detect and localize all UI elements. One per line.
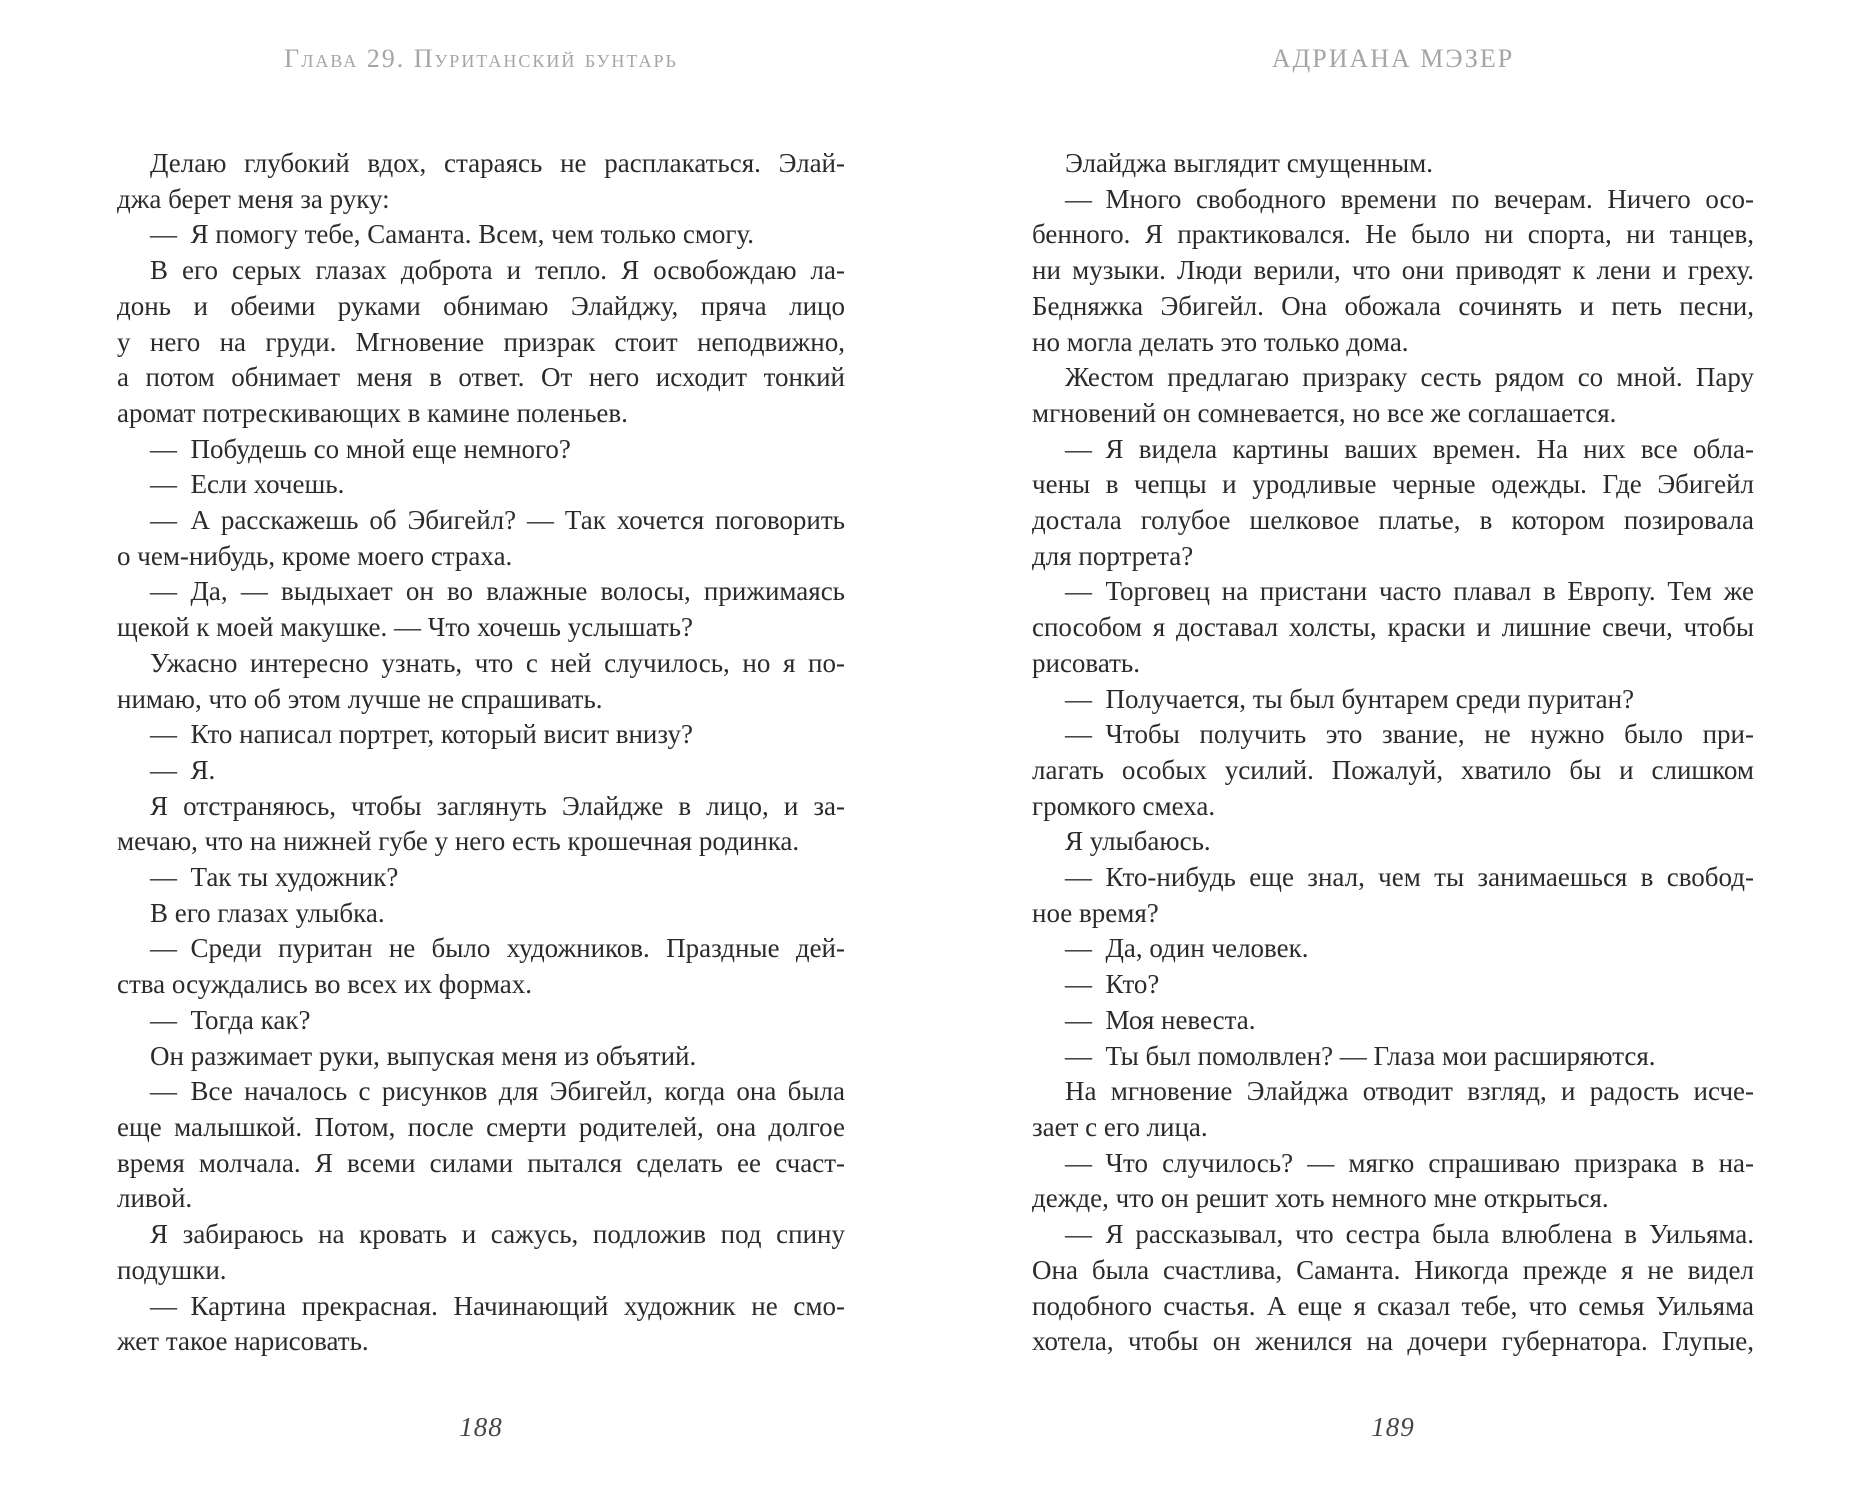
page-number-right: 189: [1371, 1412, 1415, 1442]
text-line: Он разжимает руки, выпуская меня из объятий.: [150, 1040, 697, 1071]
paragraph: [1032, 1003, 1754, 1039]
text-line: ства осуждались во всех их формах.: [117, 969, 532, 1000]
text-line: время молчала. Я всеми силами пытался сделать ее счаст-: [117, 1147, 845, 1178]
paragraph: [1032, 1039, 1754, 1075]
paragraph: [117, 717, 845, 753]
text-line: — Получается, ты был бунтарем среди пуритан?: [1065, 683, 1635, 714]
paragraph: [117, 1217, 845, 1288]
page-number-left: 188: [459, 1412, 503, 1442]
text-line: Делаю глубокий вдох, стараясь не расплакаться. Элай-: [150, 148, 845, 178]
text-line: жет такое нарисовать.: [117, 1326, 369, 1357]
text-line: Бедняжка Эбигейл. Она обожала сочинять и петь песни,: [1032, 290, 1754, 321]
text-block-left: [117, 146, 845, 1360]
paragraph: [117, 432, 845, 468]
text-line: Элайджа выглядит смущенным.: [1065, 148, 1433, 178]
paragraph: [117, 253, 845, 432]
text-line: — Моя невеста.: [1065, 1004, 1256, 1035]
paragraph: [1032, 432, 1754, 575]
text-line: — Я видела картины ваших времен. На них все обла-: [1065, 433, 1754, 464]
book-page-right: [1032, 0, 1754, 1500]
text-block-right: [1032, 146, 1754, 1360]
paragraph: [1032, 824, 1754, 860]
text-line: мгновений он сомневается, но все же соглашается.: [1032, 397, 1617, 428]
text-line: Она была счастлива, Саманта. Никогда прежде я не видел: [1032, 1254, 1754, 1285]
text-line: Я забираюсь на кровать и сажусь, подложив под спину: [150, 1219, 845, 1250]
text-line: — Картина прекрасная. Начинающий художник не смо-: [150, 1290, 845, 1321]
paragraph: [117, 860, 845, 896]
text-line: Я отстраняюсь, чтобы заглянуть Элайдже в лицо, и за-: [150, 790, 845, 821]
text-line: На мгновение Элайджа отводит взгляд, и радость исче-: [1065, 1076, 1754, 1107]
text-line: — Ты был помолвлен? — Глаза мои расширяются.: [1065, 1040, 1656, 1071]
paragraph: [117, 646, 845, 717]
paragraph: [117, 1003, 845, 1039]
paragraph: [117, 146, 845, 217]
text-line: — Все началось с рисунков для Эбигейл, когда она была: [150, 1076, 845, 1107]
paragraph: [117, 217, 845, 253]
text-line: — Много свободного времени по вечерам. Ничего осо-: [1065, 183, 1754, 214]
text-line: мечаю, что на нижней губе у него есть крошечная родинка.: [117, 826, 800, 857]
text-line: ное время?: [1032, 897, 1159, 928]
text-line: — Что случилось? — мягко спрашиваю призрака в на-: [1065, 1147, 1754, 1178]
paragraph: [117, 1289, 845, 1360]
text-line: донь и обеими руками обнимаю Элайджу, пряча лицо: [117, 290, 845, 321]
text-line: рисовать.: [1032, 647, 1140, 678]
text-line: Я улыбаюсь.: [1065, 826, 1211, 857]
text-line: зает с его лица.: [1032, 1111, 1208, 1142]
text-line: — Тогда как?: [150, 1004, 311, 1035]
text-line: чены в чепцы и уродливые черные одежды. Где Эбигейл: [1032, 469, 1754, 500]
text-line: бенного. Я практиковался. Не было ни спорта, ни танцев,: [1032, 219, 1754, 250]
text-line: — А расскажешь об Эбигейл? — Так хочется поговорить: [150, 505, 845, 536]
text-line: подобного счастья. А еще я сказал тебе, что семья Уильяма: [1032, 1290, 1754, 1321]
text-line: — Да, один человек.: [1065, 933, 1309, 964]
paragraph: [1032, 146, 1754, 182]
paragraph: [117, 467, 845, 503]
text-line: дежде, что он решит хоть немного мне открыться.: [1032, 1183, 1609, 1214]
text-line: — Побудешь со мной еще немного?: [150, 433, 571, 464]
paragraph: [1032, 967, 1754, 1003]
text-line: громкого смеха.: [1032, 790, 1216, 821]
text-line: Жестом предлагаю призраку сесть рядом со мной. Пару: [1065, 362, 1754, 393]
paragraph: [1032, 1146, 1754, 1217]
text-line: — Кто?: [1065, 969, 1160, 1000]
text-line: лагать особых усилий. Пожалуй, хватило бы и слишком: [1032, 754, 1754, 785]
text-line: — Так ты художник?: [150, 862, 399, 893]
paragraph: [117, 896, 845, 932]
text-line: способом я доставал холсты, краски и лишние свечи, чтобы: [1032, 612, 1754, 643]
paragraph: [1032, 717, 1754, 824]
text-line: для портрета?: [1032, 540, 1194, 571]
book-page-left: [117, 0, 845, 1500]
paragraph: [117, 574, 845, 645]
text-line: — Если хочешь.: [150, 469, 345, 500]
text-line: нимаю, что об этом лучше не спрашивать.: [117, 683, 603, 714]
text-line: — Чтобы получить это звание, не нужно было при-: [1065, 719, 1754, 750]
text-line: а потом обнимает меня в ответ. От него исходит тонкий: [117, 362, 845, 393]
text-line: у него на груди. Мгновение призрак стоит неподвижно,: [117, 326, 845, 357]
text-line: подушки.: [117, 1254, 227, 1285]
text-line: — Да, — выдыхает он во влажные волосы, прижимаясь: [150, 576, 845, 607]
paragraph: [1032, 682, 1754, 718]
text-line: щекой к моей макушке. — Что хочешь услышать?: [117, 612, 693, 643]
text-line: ни музыки. Люди верили, что они приводят к лени и греху.: [1032, 255, 1754, 286]
text-line: — Я.: [150, 754, 216, 785]
text-line: — Кто-нибудь еще знал, чем ты занимаешься в свобод-: [1065, 862, 1754, 893]
paragraph: [1032, 182, 1754, 361]
text-line: о чем-нибудь, кроме моего страха.: [117, 540, 513, 571]
text-line: достала голубое шелковое платье, в котором позировала: [1032, 505, 1754, 536]
text-line: но могла делать это только дома.: [1032, 326, 1409, 357]
text-line: В его глазах улыбка.: [150, 897, 385, 928]
text-line: джа берет меня за руку:: [117, 183, 390, 214]
paragraph: [117, 931, 845, 1002]
paragraph: [1032, 360, 1754, 431]
paragraph: [117, 1074, 845, 1217]
text-line: хотела, чтобы он женился на дочери губернатора. Глупые,: [1032, 1326, 1754, 1357]
text-line: — Среди пуритан не было художников. Праздные дей-: [150, 933, 845, 964]
text-line: — Торговец на пристани часто плавал в Европу. Тем же: [1065, 576, 1754, 607]
text-line: еще малышкой. Потом, после смерти родителей, она долгое: [117, 1111, 845, 1142]
text-line: аромат потрескивающих в камине поленьев.: [117, 397, 628, 428]
text-line: Ужасно интересно узнать, что с ней случилось, но я по-: [150, 647, 845, 678]
running-header-chapter: Глава 29. Пуританский бунтарь: [284, 44, 678, 73]
text-line: ливой.: [117, 1183, 193, 1214]
paragraph: [117, 503, 845, 574]
text-line: В его серых глазах доброта и тепло. Я освобождаю ла-: [150, 255, 845, 286]
paragraph: [1032, 1074, 1754, 1145]
paragraph: [117, 1039, 845, 1075]
paragraph: [117, 753, 845, 789]
paragraph: [1032, 1217, 1754, 1360]
text-line: — Я рассказывал, что сестра была влюблена в Уильяма.: [1065, 1219, 1754, 1250]
paragraph: [117, 789, 845, 860]
paragraph: [1032, 574, 1754, 681]
running-header-author: АДРИАНА МЭЗЕР: [1271, 44, 1515, 73]
text-line: — Кто написал портрет, который висит внизу?: [150, 719, 693, 750]
paragraph: [1032, 860, 1754, 931]
text-line: — Я помогу тебе, Саманта. Всем, чем только смогу.: [150, 219, 755, 250]
paragraph: [1032, 931, 1754, 967]
